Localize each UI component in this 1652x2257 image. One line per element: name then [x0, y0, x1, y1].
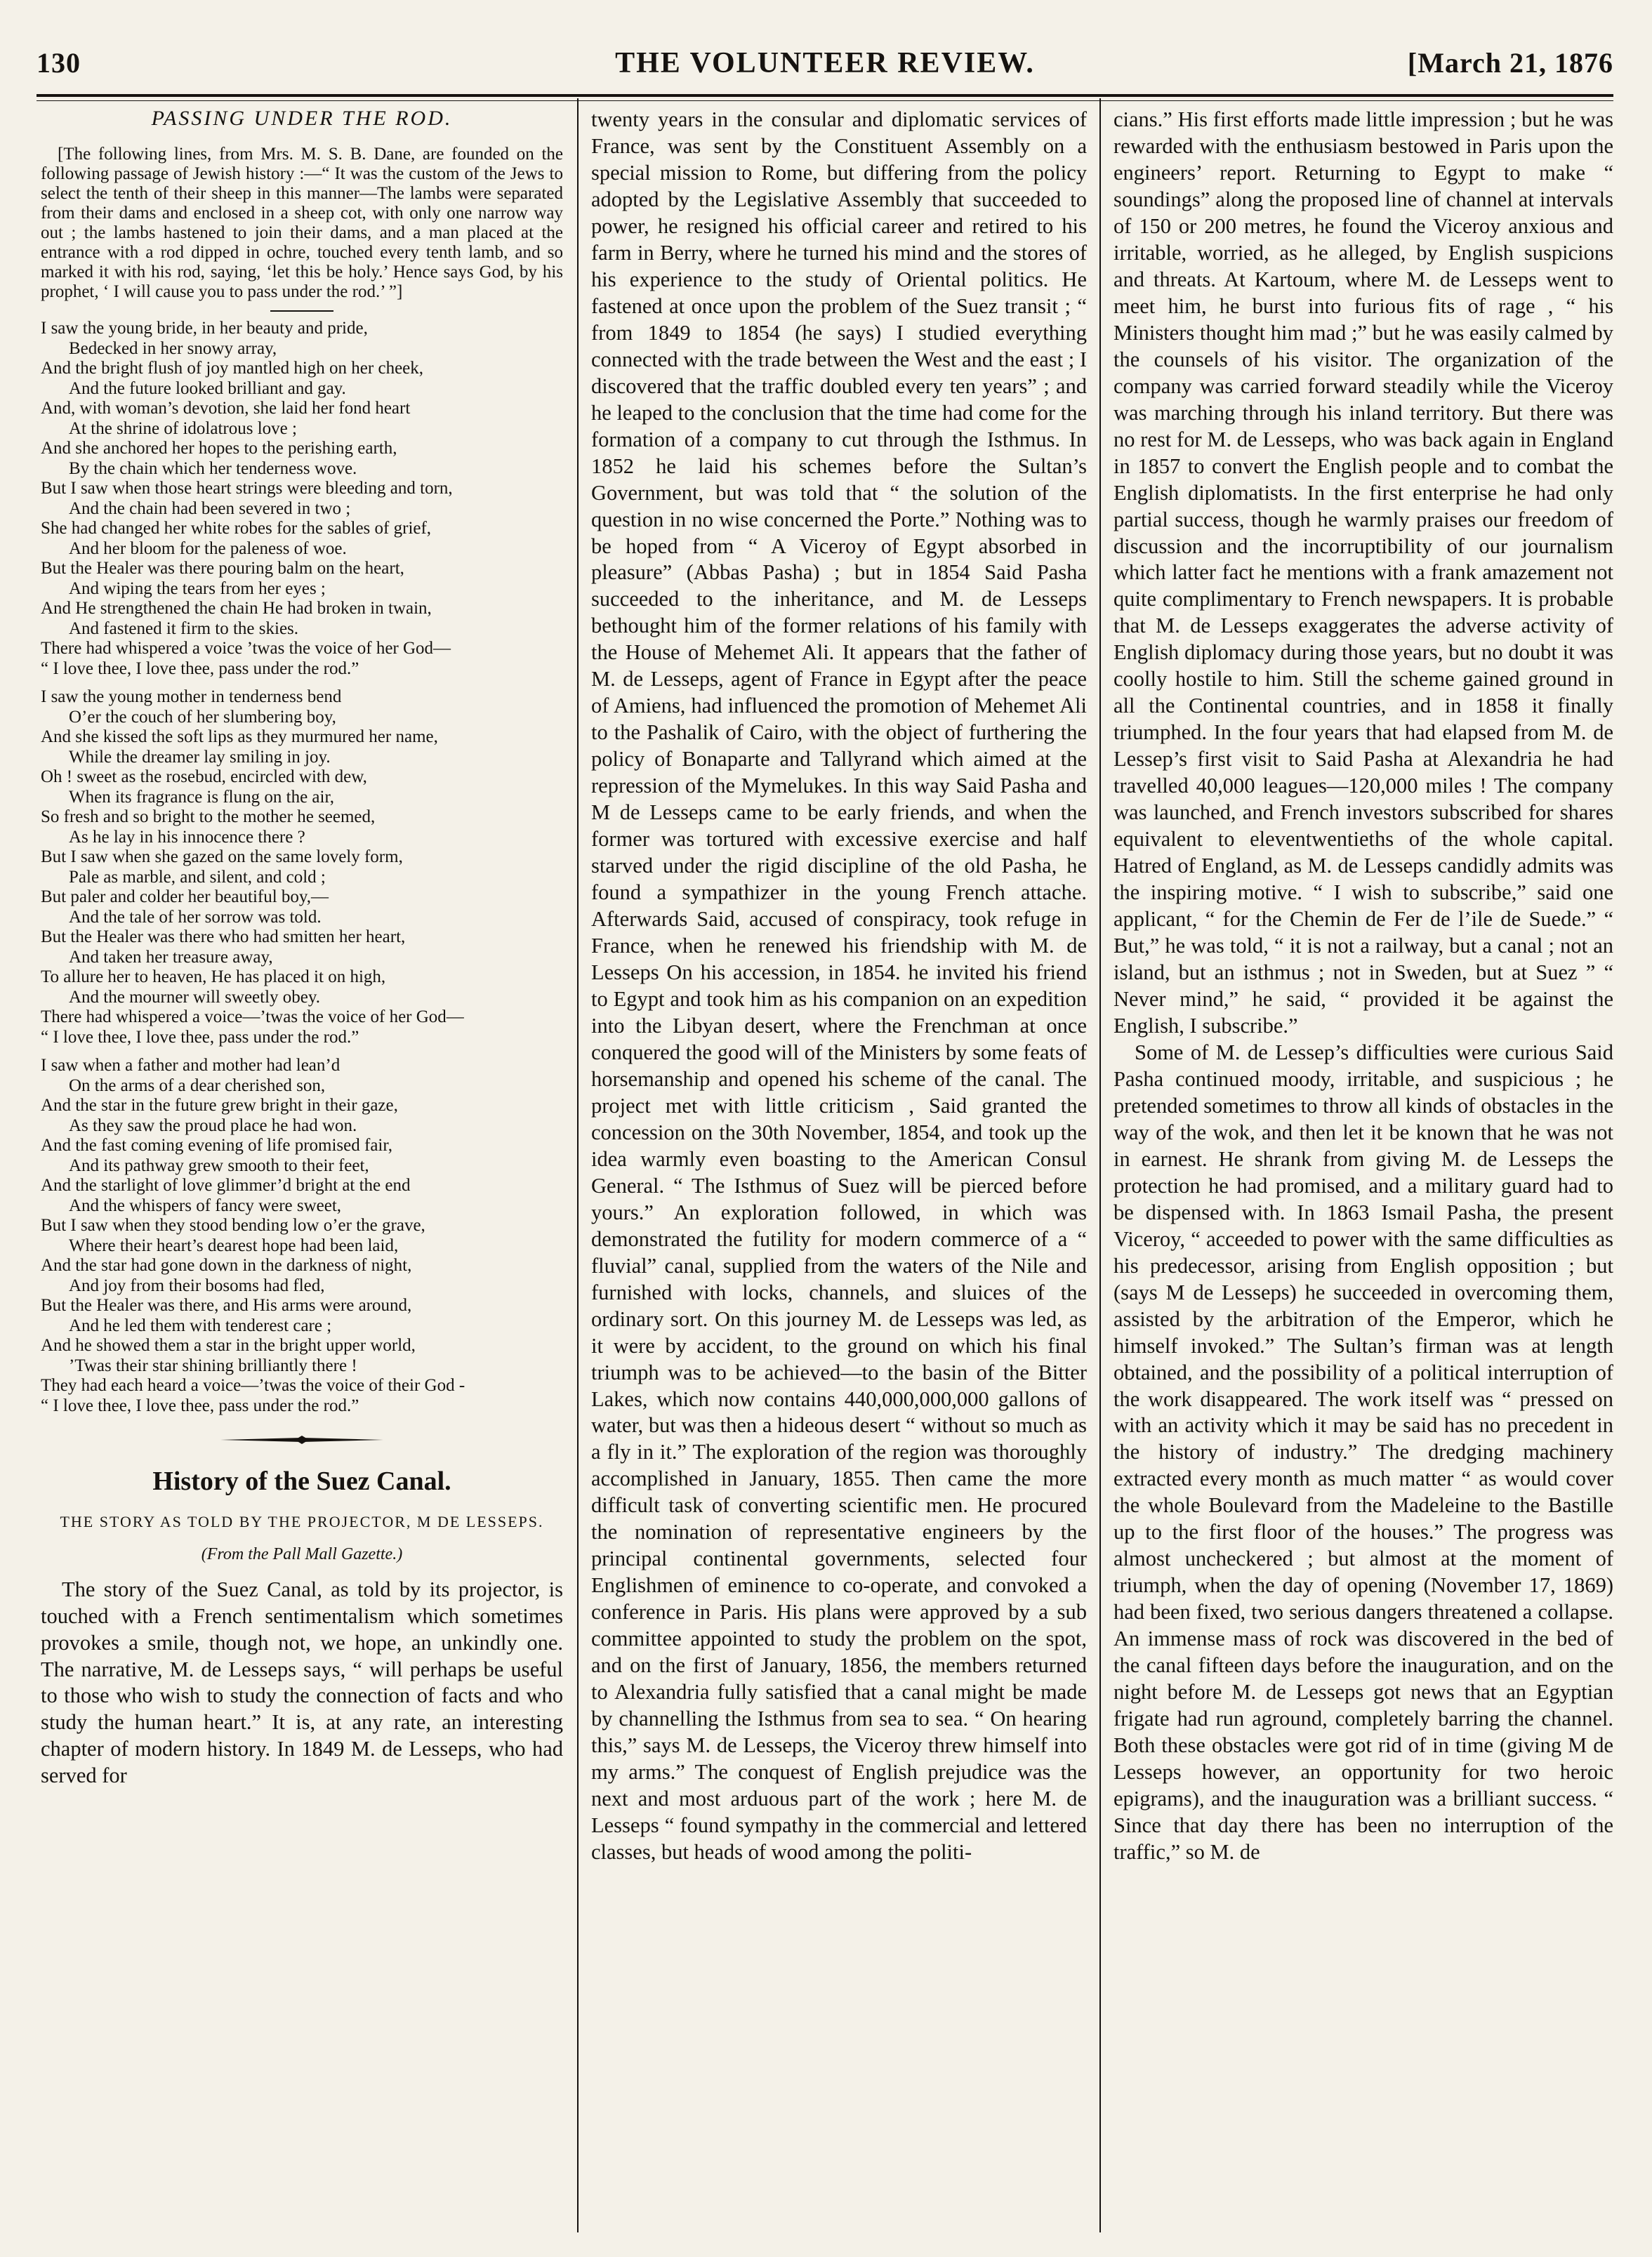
article-paragraph: The story of the Suez Canal, as told by its projector, is touched with a French sentimentalism which sometimes provokes a smile, though not, we hope, an unkindly one. The narrative, M. de Lesseps says, “ will perhaps be useful to those who wish to study the connection of facts and who study the human heart.” It is, at any rate, an interesting chapter of modern history. In 1849 M. de Lesseps, who had served for — [41, 1577, 563, 1788]
poem-line: And the star had gone down in the darkness of night, — [41, 1256, 412, 1275]
poem-line: As he lay in his innocence there ? — [69, 827, 305, 847]
article-subtitle: THE STORY AS TOLD BY THE PROJECTOR, M DE LESSEPS. — [60, 1513, 544, 1530]
poem-line: Bedecked in her snowy array, — [69, 338, 277, 358]
poem-stanza-1 — [41, 319, 563, 679]
poem-line: I saw the young mother in tenderness bend — [41, 687, 342, 706]
separator-rule — [270, 310, 333, 312]
poem-line: ’Twas their star shining brilliantly there ! — [69, 1356, 357, 1375]
poem-line: But paler and colder her beautiful boy,— — [41, 887, 329, 906]
poem-intro: [The following lines, from Mrs. M. S. B. Dane, are founded on the following passage of Jewish history :—“ It was the custom of the Jews to select the tenth of their sheep in this manner—The lambs were separated from their dams and enclosed in a sheep cot, with only one narrow way out ; the lambs hastened to join their dams, and a man placed at the entrance with a rod dipped in ochre, touched every tenth lamb, and so marked it with his rod, saying, ‘let this be holy.’ Hence says God, by his prophet, ‘ I will cause you to pass under the rod.’ ”] — [41, 145, 563, 301]
poem-line: And he showed them a star in the bright upper world, — [41, 1336, 416, 1355]
column-1 — [41, 107, 563, 2241]
poem-line: And the mourner will sweetly obey. — [69, 987, 321, 1007]
poem-refrain: “ I love thee, I love thee, pass under the rod.” — [41, 1027, 359, 1047]
poem-line: While the dreamer lay smiling in joy. — [69, 747, 331, 767]
poem-refrain: “ I love thee, I love thee, pass under the rod.” — [41, 1396, 359, 1415]
poem-line: And the fast coming evening of life promised fair, — [41, 1136, 392, 1155]
poem-line: And she kissed the soft lips as they murmured her name, — [41, 727, 438, 746]
poem-line: I saw when a father and mother had lean’d — [41, 1056, 341, 1075]
publication-title: THE VOLUNTEER REVIEW. — [615, 47, 1035, 79]
poem-line: There had whispered a voice ’twas the voice of her God— — [41, 639, 451, 658]
poem-line: And the tale of her sorrow was told. — [69, 907, 322, 927]
poem-line: I saw the young bride, in her beauty and pride, — [41, 319, 368, 338]
article-paragraph: twenty years in the consular and diplomatic services of France, was sent by the Constituent Assembly on a special mission to Rome, but differing from the policy adopted by the Legislative Assembly that succeeded to power, he resigned his official career and retired to his farm in Berry, where he turned his mind and the stores of his experience to the study of Oriental politics. He fastened at once upon the problem of the Suez transit ; “ from 1849 to 1854 (he says) I studied everything connected with the trade between the West and the east ; I discovered that the traffic doubled every ten years” ; and he leaped to the conclusion that the time had come for the formation of a company to cut through the Isthmus. In 1852 he laid his schemes before the Sultan’s Government, but was told that “ the solution of the question in no wise concerned the Porte.” Nothing was to be hoped from “ A Viceroy of Egypt absorbed in pleasure” (Abbas Pasha) ; but in 1854 Said Pasha succeeded to the inheritance, and M. de Lesseps bethought him of the former relations of his family with the House of Mehemet Ali. It appears that the father of M. de Lesseps, agent of France in Egypt after the peace of Amiens, had influenced the promotion of Mehemet Ali to the Pashalik of Cairo, with the object of furthering the policy of Bonaparte and Tallyrand which aimed at the repression of the Mymelukes. In this way Said Pasha and M de Lesseps came to be early friends, and when the former was tortured with excessive exercise and half starved under the rigid discipline of the old Pasha, he found a sympathizer in the young French attache. Afterwards Said, accused of conspiracy, took refuge in France, when he renewed his friendship with M. de Lesseps On his accession, in 1854. he invited his friend to Egypt and took him as his companion on an expedition into the Libyan desert, where the Frenchman at once conquered the good will of the Ministers by some feats of horsemanship and opened his scheme of the canal. The project met with little criticism , Said granted the concession on the 30th November, 1854, and took up the idea warmly even boasting to the American Consul General. “ The Isthmus of Suez will be pierced before yours.” An exploration followed, in which was demonstrated the futility for modern commerce of a “ fluvial” canal, supplied from the waters of the Nile and furnished with locks, channels, and sluices of the ordinary sort. On this journey M. de Lesseps was led, as it were by accident, to the ground on which his final triumph was to be achieved—to the basin of the Bitter Lakes, which now contains 440,000,000,000 gallons of water, but was then a hideous desert “ without so much as a fly in it.” The exploration of the region was thoroughly accomplished in January, 1855. Then came the more difficult task of converting scientific men. He procured the nomination of representative engineers by the principal continental governments, selected four Englishmen of eminence to co-operate, and convoked a conference in Paris. His plans were approved by a sub committee appointed to study the problem on the spot, and on the first of January, 1856, the members returned to Alexandria fully satisfied that a canal might be made by channelling the Isthmus from sea to sea. “ On hearing this,” says M. de Lesseps, the Viceroy threw himself into my arms.” The conquest of English prejudice was the next and most arduous part of the work ; here M. de Lesseps “ found sympathy in the commercial and lettered classes, but heads of wood among the politi- — [591, 107, 1087, 1864]
poem-line: And He strengthened the chain He had broken in twain, — [41, 599, 432, 618]
poem-line: To allure her to heaven, He has placed it on high, — [41, 967, 386, 986]
poem-line: They had each heard a voice—’twas the voice of their God - — [41, 1376, 465, 1395]
poem-line: She had changed her white robes for the sables of grief, — [41, 519, 432, 538]
poem-line: And fastened it firm to the skies. — [69, 618, 299, 638]
poem-line: And the star in the future grew bright in their gaze, — [41, 1096, 398, 1115]
poem-line: But I saw when they stood bending low o’er the grave, — [41, 1216, 425, 1235]
poem-line: There had whispered a voice—’twas the voice of her God— — [41, 1007, 464, 1026]
column-divider — [577, 98, 579, 2232]
column-divider — [1099, 98, 1101, 2232]
poem-line: And the whispers of fancy were sweet, — [69, 1196, 342, 1215]
poem-line: But I saw when those heart strings were bleeding and torn, — [41, 479, 453, 498]
poem-line: And wiping the tears from her eyes ; — [69, 578, 326, 598]
poem-line: And she anchored her hopes to the perishing earth, — [41, 439, 397, 458]
poem-title: PASSING UNDER THE ROD. — [151, 107, 453, 130]
poem-stanza-2 — [41, 687, 563, 1047]
poem-line: And taken her treasure away, — [69, 947, 273, 967]
poem-line: And he led them with tenderest care ; — [69, 1316, 332, 1335]
issue-date: [March 21, 1876 — [1407, 47, 1613, 79]
poem-stanza-3 — [41, 1056, 563, 1416]
page-number: 130 — [37, 47, 81, 79]
poem-line: But the Healer was there, and His arms were around, — [41, 1296, 412, 1315]
poem-line: By the chain which her tenderness wove. — [69, 458, 357, 478]
poem-line: And the future looked brilliant and gay. — [69, 378, 346, 398]
poem-refrain: “ I love thee, I love thee, pass under the rod.” — [41, 658, 359, 678]
column-3 — [1114, 107, 1613, 2241]
poem-line: But the Healer was there pouring balm on the heart, — [41, 559, 404, 578]
poem-line: And the starlight of love glimmer’d bright at the end — [41, 1176, 411, 1195]
poem-line: Oh ! sweet as the rosebud, encircled with dew, — [41, 767, 367, 786]
poem-line: And the bright flush of joy mantled high on her cheek, — [41, 359, 424, 378]
poem-line: And the chain had been severed in two ; — [69, 498, 351, 518]
poem-line: On the arms of a dear cherished son, — [69, 1075, 326, 1095]
poem-line: But I saw when she gazed on the same lovely form, — [41, 847, 403, 866]
poem-line: And its pathway grew smooth to their feet, — [69, 1156, 369, 1175]
poem-line: As they saw the proud place he had won. — [69, 1116, 357, 1135]
article-paragraph: cians.” His first efforts made little impression ; but he was rewarded with the enthusiasm bestowed in Paris upon the engineers’ report. Returning to Egypt to make “ soundings” along the proposed line of channel at intervals of 150 or 200 metres, he found the Viceroy anxious and irritable, worried, as he alleged, by English suspicions and threats. At Kartoum, where M. de Lesseps went to meet him, he burst into furious fits of rage , “ his Ministers thought him mad ;” but he was easily calmed by the counsels of his visitor. The organization of the company was carried forward steadily while the Viceroy was marching through his inland territory. But there was no rest for M. de Lesseps, who was back again in England in 1857 to convert the English people and to combat the English diplomatists. In the first enterprise he had only partial success, though he warmly praises our freedom of discussion and the incorruptibility of our journalism which latter fact he mentions with a frank amazement not quite complimentary to French newspapers. It is probable that M. de Lesseps exaggerates the adverse activity of English diplomacy during those years, but no doubt it was coolly hostile to him. Still the scheme gained ground in all the Continental countries, and in 1858 it finally triumphed. In the four years that had elapsed from M. de Lessep’s first visit to Said Pasha at Alexandria he had travelled 40,000 leagues—120,000 miles ! The company was launched, and French investors subscribed for shares equivalent to eleventwentieths of the whole capital. Hatred of England, as M. de Lesseps candidly admits was the inspiring motive. “ I wish to subscribe,” said one applicant, “ for the Chemin de Fer de l’ile de Suede.” “ But,” he was told, “ it is not a railway, but a canal ; not an island, but an isthmus ; not in Sweden, but at Suez ” “ Never mind,” he said, “ provided it be against the English, I subscribe.” — [1114, 107, 1613, 1038]
poem-line: Where their heart’s dearest hope had been laid, — [69, 1236, 399, 1255]
poem-line: O’er the couch of her slumbering boy, — [69, 707, 336, 727]
poem-line: And her bloom for the paleness of woe. — [69, 538, 347, 558]
article-title: History of the Suez Canal. — [152, 1467, 451, 1496]
article-paragraph: Some of M. de Lessep’s difficulties were curious Said Pasha continued moody, irritable, and suspicious ; he pretended sometimes to throw all kinds of obstacles in the way of the wok, and then let it be known that he was not in earnest. He shrank from giving M. de Lesseps the protection he had promised, and a military guard had to be dispensed with. In 1863 Ismail Pasha, the present Viceroy, “ acceeded to power with the same difficulties as his predecessor, arising from English opposition ; but (says M de Lesseps) he succeeded in overcoming them, assisted by the arbitration of the Emperor, which he himself invoked.” The Sultan’s firman was at length obtained, and the possibility of a political interruption of the work disappeared. The work itself was “ pressed on with an activity which it may be said has no precedent in the history of industry.” The dredging machinery extracted every month as much matter “ as would cover the whole Boulevard from the Madeleine to the Bastille up to the first floor of the houses.” The progress was almost uncheckered ; but almost at the moment of triumph, when the day of opening (November 17, 1869) had been fixed, two serious dangers threatened a collapse. An immense mass of rock was discovered in the bed of the canal fifteen days before the inauguration, and on the night before M. de Lesseps got news that an Egyptian frigate had run aground, completely barring the channel. Both these obstacles were got rid of in time (giving M de Lesseps however, an opportunity for two heroic epigrams), and the inauguration was a brilliant success. “ Since that day there has been no interruption of the traffic,” so M. de — [1114, 1040, 1613, 1864]
header-rule-thin — [37, 100, 1613, 101]
header-rule — [37, 94, 1613, 97]
poem-line: Pale as marble, and silent, and cold ; — [69, 867, 326, 887]
poem-line: And, with woman’s devotion, she laid her fond heart — [41, 399, 411, 418]
poem-line: But the Healer was there who had smitten her heart, — [41, 927, 406, 946]
column-2 — [591, 107, 1087, 2241]
masthead — [37, 46, 1613, 95]
poem-line: When its fragrance is flung on the air, — [69, 787, 335, 807]
article-source: (From the Pall Mall Gazette.) — [201, 1544, 403, 1563]
poem-line: And joy from their bosoms had fled, — [69, 1276, 325, 1295]
poem-line: So fresh and so bright to the mother he seemed, — [41, 807, 376, 826]
ornamental-dash-icon — [41, 1434, 563, 1449]
poem-line: At the shrine of idolatrous love ; — [69, 418, 297, 438]
